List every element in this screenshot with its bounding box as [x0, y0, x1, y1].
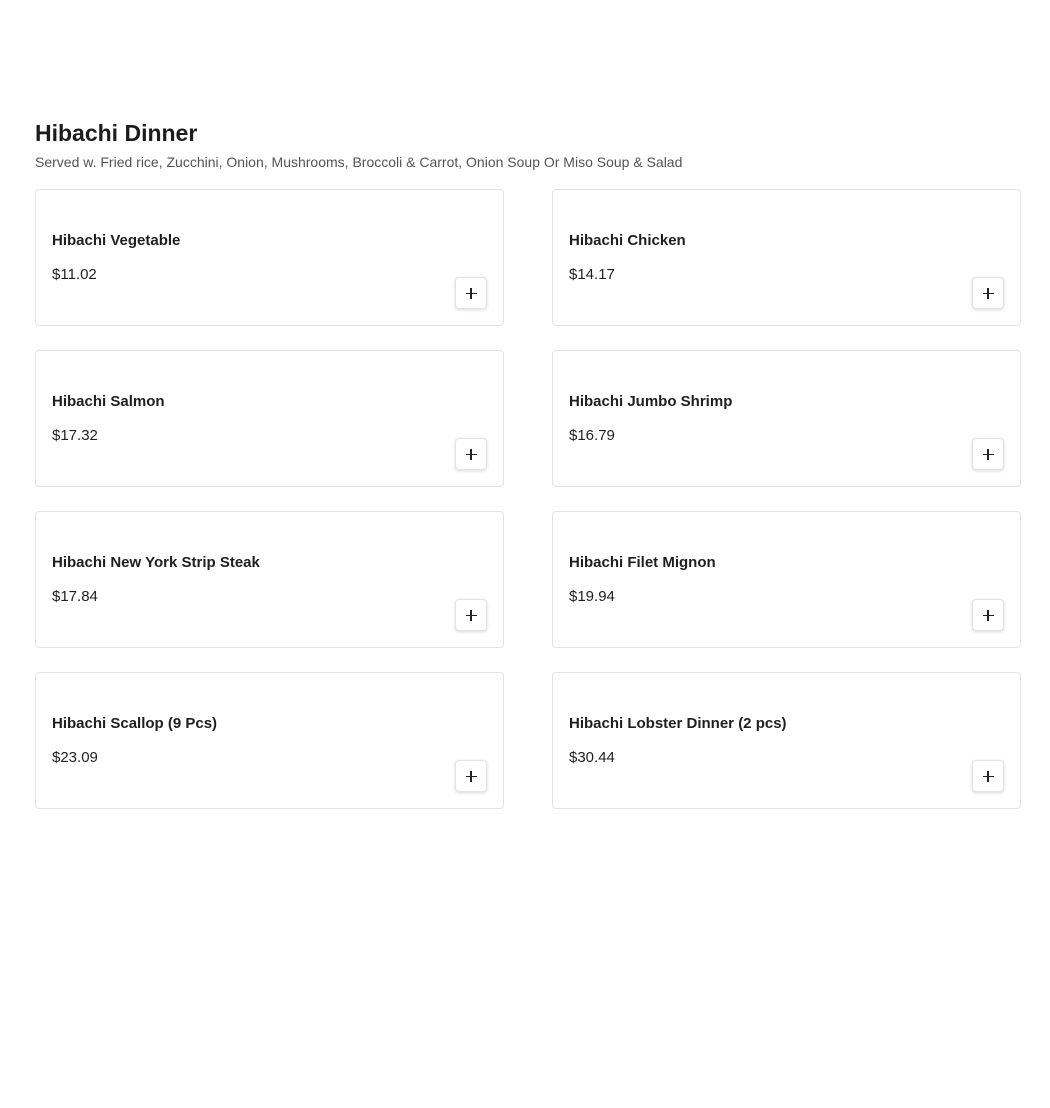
- section-description: Served w. Fried rice, Zucchini, Onion, Mushrooms, Broccoli & Carrot, Onion Soup Or Miso Soup & Salad: [35, 154, 683, 170]
- item-name: Hibachi Chicken: [569, 232, 686, 249]
- item-name: Hibachi Vegetable: [52, 232, 181, 249]
- add-item-button[interactable]: [972, 438, 1004, 470]
- menu-item-card[interactable]: [552, 511, 1021, 648]
- menu-item-card[interactable]: [552, 350, 1021, 487]
- menu-item-card[interactable]: [35, 511, 504, 648]
- plus-icon: [466, 449, 477, 460]
- plus-icon: [983, 610, 994, 621]
- add-item-button[interactable]: [972, 760, 1004, 792]
- item-price: $17.32: [52, 427, 98, 444]
- add-item-button[interactable]: [455, 760, 487, 792]
- plus-icon: [466, 771, 477, 782]
- add-item-button[interactable]: [455, 599, 487, 631]
- menu-item-card[interactable]: [552, 672, 1021, 809]
- plus-icon: [983, 771, 994, 782]
- item-price: $23.09: [52, 749, 98, 766]
- item-name: Hibachi New York Strip Steak: [52, 554, 260, 571]
- item-price: $16.79: [569, 427, 615, 444]
- add-item-button[interactable]: [972, 277, 1004, 309]
- plus-icon: [466, 288, 477, 299]
- item-price: $11.02: [52, 266, 97, 283]
- plus-icon: [983, 288, 994, 299]
- add-item-button[interactable]: [455, 277, 487, 309]
- item-name: Hibachi Scallop (9 Pcs): [52, 715, 218, 732]
- item-name: Hibachi Filet Mignon: [569, 554, 716, 571]
- item-price: $30.44: [569, 749, 615, 766]
- item-price: $14.17: [569, 266, 615, 283]
- section-title: Hibachi Dinner: [35, 120, 198, 146]
- plus-icon: [466, 610, 477, 621]
- plus-icon: [983, 449, 994, 460]
- menu-item-card[interactable]: [35, 672, 504, 809]
- item-name: Hibachi Salmon: [52, 393, 165, 410]
- add-item-button[interactable]: [972, 599, 1004, 631]
- menu-section-hibachi-dinner: [35, 116, 1021, 809]
- menu-item-card[interactable]: [35, 350, 504, 487]
- item-price: $19.94: [569, 588, 615, 605]
- menu-item-card[interactable]: [552, 189, 1021, 326]
- item-price: $17.84: [52, 588, 98, 605]
- add-item-button[interactable]: [455, 438, 487, 470]
- item-name: Hibachi Jumbo Shrimp: [569, 393, 733, 410]
- menu-item-card[interactable]: [35, 189, 504, 326]
- menu-item-grid: [35, 189, 1021, 809]
- item-name: Hibachi Lobster Dinner (2 pcs): [569, 715, 787, 732]
